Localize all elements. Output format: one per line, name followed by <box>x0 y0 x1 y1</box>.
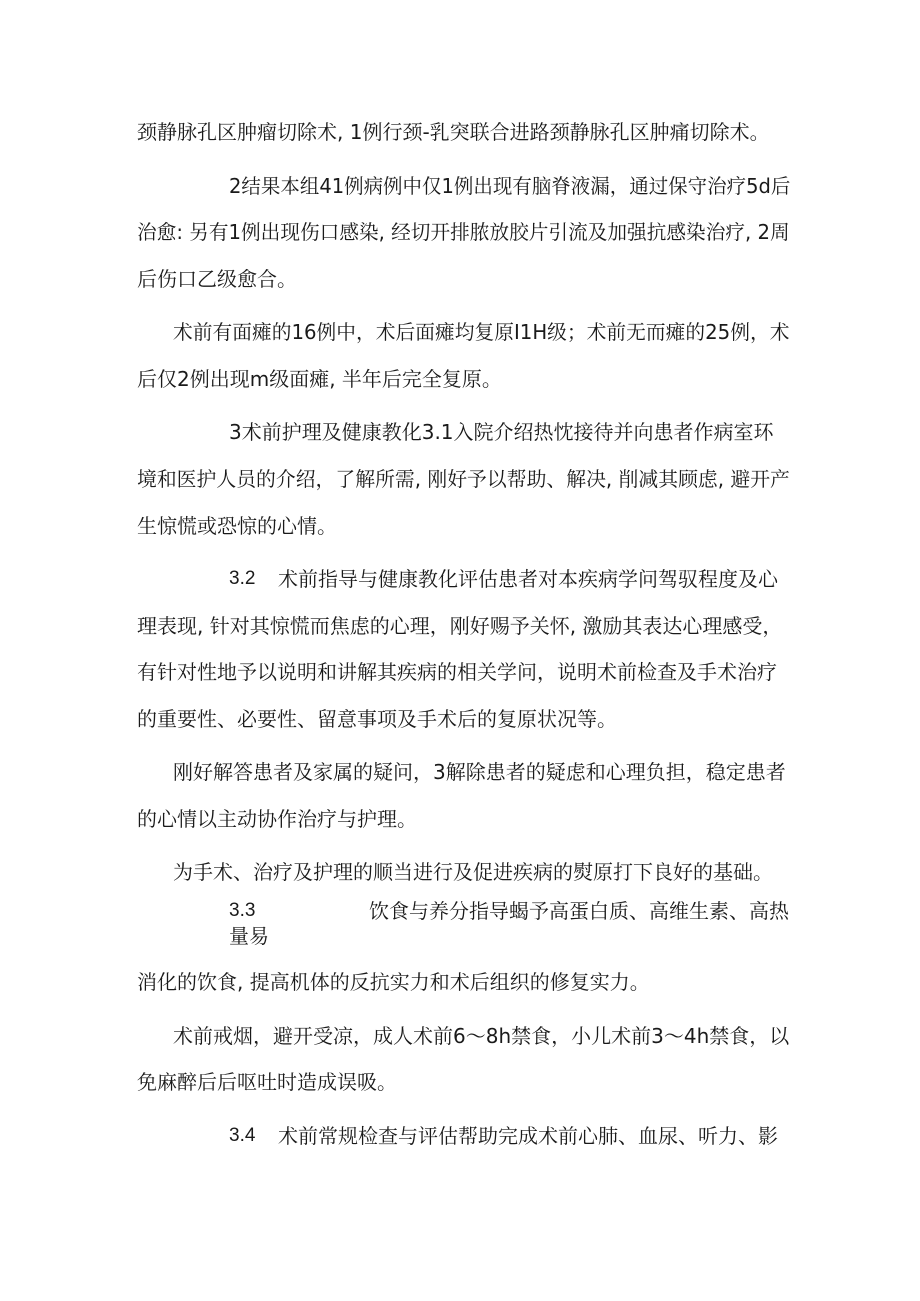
text-line-11: 理表现, 针对其惊慌而焦虑的心理，刚好赐予关怀, 激励其表达心理感受， <box>137 614 783 638</box>
text-line-2: 2结果本组41例病例中仅1例出现有脑脊液漏，通过保守治疗5d后 <box>229 174 791 198</box>
text-line-19: 消化的饮食, 提高机体的反抗实力和术后组织的修复实力。 <box>137 970 650 994</box>
text-line-10: 术前指导与健康教化评估患者对本疾病学问驾驭程度及心 <box>278 567 778 591</box>
text-line-3: 治愈: 另有1例出现伤口感染, 经切开排脓放胶片引流及加强抗感染治疗, 2周 <box>137 220 790 244</box>
text-line-16: 为手术、治疗及护理的顺当进行及促进疾病的熨原打下良好的基础。 <box>173 860 773 884</box>
text-line-9: 生惊慌或恐惊的心情。 <box>137 514 337 538</box>
text-line-17: 饮食与养分指导蝎予高蛋白质、高维生素、高热 <box>369 899 789 923</box>
text-line-15: 的心情以主动协作治疗与护理。 <box>137 807 417 831</box>
text-line-4: 后伤口乙级愈合。 <box>137 267 297 291</box>
section-number-3-2: 3.2 <box>229 568 256 589</box>
text-line-7: 3术前护理及健康教化3.1入院介绍热忱接待并向患者作病室环 <box>229 420 774 444</box>
text-line-20: 术前戒烟，避开受凉，成人术前6～8h禁食，小儿术前3～4h禁食，以 <box>173 1024 790 1048</box>
text-line-5: 术前有面瘫的16例中，术后面瘫均复原I1H级；术前无而瘫的25例，术 <box>173 320 790 344</box>
text-line-18: 量易 <box>229 924 269 948</box>
text-line-8: 境和医护人员的介绍，了解所需, 刚好予以帮助、解决, 削减其顾虑, 避开产 <box>137 467 790 491</box>
section-number-3-3: 3.3 <box>229 900 256 921</box>
section-number-3-4: 3.4 <box>229 1125 256 1146</box>
text-line-14: 刚好解答患者及家属的疑问，3解除患者的疑虑和心理负担，稳定患者 <box>173 760 786 784</box>
text-line-13: 的重要性、必要性、留意事项及手术后的复原状况等。 <box>137 707 617 731</box>
text-line-22: 术前常规检查与评估帮助完成术前心肺、血尿、听力、影 <box>278 1124 778 1148</box>
text-line-6: 后仅2例出现m级面瘫, 半年后完全复原。 <box>137 367 502 391</box>
text-line-21: 免麻醉后后呕吐时造成误吸。 <box>137 1070 397 1094</box>
text-line-12: 有针对性地予以说明和讲解其疾病的相关学问，说明术前检查及手术治疗 <box>137 660 777 684</box>
text-line-1: 颈静脉孔区肿瘤切除术, 1例行颈-乳突联合进路颈静脉孔区肿痛切除术。 <box>137 120 770 144</box>
